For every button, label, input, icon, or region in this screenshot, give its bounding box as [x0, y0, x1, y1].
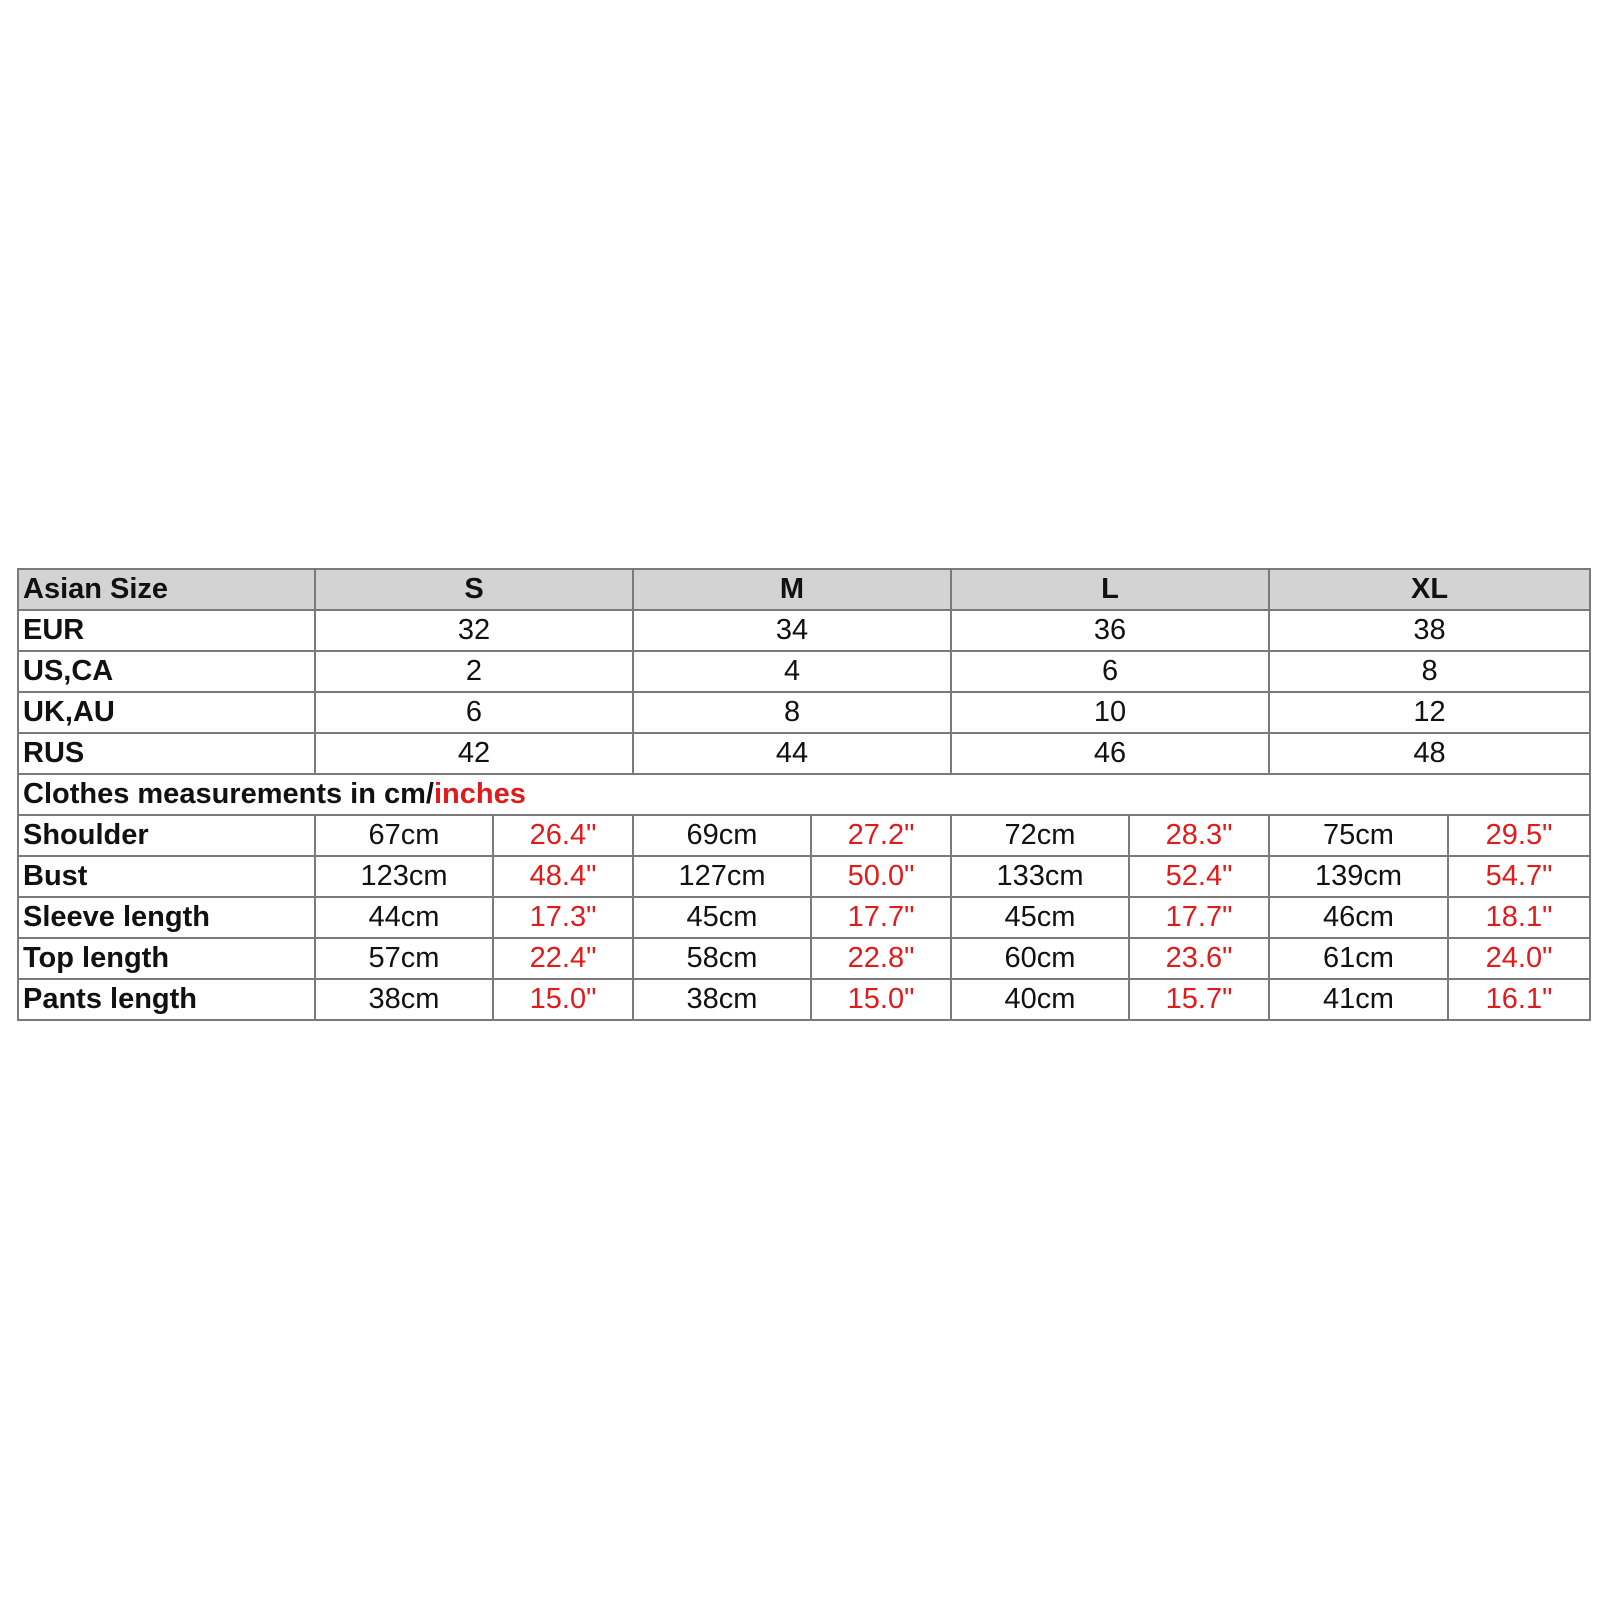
- size-s-header: S: [315, 569, 633, 610]
- cm-cell: 45cm: [951, 897, 1129, 938]
- row-label: UK,AU: [18, 692, 315, 733]
- measurement-row-shoulder: [18, 815, 1590, 856]
- table-cell: 6: [951, 651, 1269, 692]
- inch-cell: 22.4": [493, 938, 633, 979]
- size-l-header: L: [951, 569, 1269, 610]
- cm-cell: 45cm: [633, 897, 811, 938]
- inch-cell: 17.7": [811, 897, 951, 938]
- inch-cell: 16.1": [1448, 979, 1590, 1020]
- inch-cell: 17.3": [493, 897, 633, 938]
- header-label: Asian Size: [18, 569, 315, 610]
- inch-cell: 15.0": [811, 979, 951, 1020]
- inch-cell: 50.0": [811, 856, 951, 897]
- conversion-row-uk-au: [18, 692, 1590, 733]
- size-m-header: M: [633, 569, 951, 610]
- inch-cell: 24.0": [1448, 938, 1590, 979]
- conversion-row-eur: [18, 610, 1590, 651]
- header-row: [18, 569, 1590, 610]
- cm-cell: 46cm: [1269, 897, 1448, 938]
- section-heading: [18, 774, 1590, 815]
- section-row: [18, 774, 1590, 815]
- measurement-row-sleeve-length: [18, 897, 1590, 938]
- inch-cell: 22.8": [811, 938, 951, 979]
- cm-cell: 75cm: [1269, 815, 1448, 856]
- cm-cell: 127cm: [633, 856, 811, 897]
- measurement-row-top-length: [18, 938, 1590, 979]
- cm-cell: 123cm: [315, 856, 493, 897]
- table-cell: 48: [1269, 733, 1590, 774]
- row-label: EUR: [18, 610, 315, 651]
- table-cell: 8: [1269, 651, 1590, 692]
- cm-cell: 69cm: [633, 815, 811, 856]
- inch-cell: 23.6": [1129, 938, 1269, 979]
- cm-cell: 41cm: [1269, 979, 1448, 1020]
- cm-cell: 139cm: [1269, 856, 1448, 897]
- inch-cell: 28.3": [1129, 815, 1269, 856]
- inch-cell: 15.7": [1129, 979, 1269, 1020]
- conversion-row-rus: [18, 733, 1590, 774]
- table-cell: 6: [315, 692, 633, 733]
- inch-cell: 52.4": [1129, 856, 1269, 897]
- inch-cell: 29.5": [1448, 815, 1590, 856]
- cm-cell: 61cm: [1269, 938, 1448, 979]
- cm-cell: 60cm: [951, 938, 1129, 979]
- size-chart-table: [17, 568, 1591, 1021]
- cm-cell: 58cm: [633, 938, 811, 979]
- row-label: Pants length: [18, 979, 315, 1020]
- table-cell: 38: [1269, 610, 1590, 651]
- row-label: Shoulder: [18, 815, 315, 856]
- cm-cell: 40cm: [951, 979, 1129, 1020]
- inch-cell: 48.4": [493, 856, 633, 897]
- table-cell: 42: [315, 733, 633, 774]
- measurement-row-pants-length: [18, 979, 1590, 1020]
- table-cell: 36: [951, 610, 1269, 651]
- inch-cell: 26.4": [493, 815, 633, 856]
- cm-cell: 57cm: [315, 938, 493, 979]
- section-suffix: inches: [433, 778, 526, 810]
- inch-cell: 54.7": [1448, 856, 1590, 897]
- table-cell: 32: [315, 610, 633, 651]
- cm-cell: 72cm: [951, 815, 1129, 856]
- cm-cell: 67cm: [315, 815, 493, 856]
- inch-cell: 18.1": [1448, 897, 1590, 938]
- table-cell: 12: [1269, 692, 1590, 733]
- row-label: Sleeve length: [18, 897, 315, 938]
- inch-cell: 27.2": [811, 815, 951, 856]
- measurement-row-bust: [18, 856, 1590, 897]
- section-prefix: Clothes measurements in cm/: [23, 778, 434, 810]
- table-cell: 44: [633, 733, 951, 774]
- row-label: Top length: [18, 938, 315, 979]
- conversion-row-us-ca: [18, 651, 1590, 692]
- table-cell: 8: [633, 692, 951, 733]
- size-xl-header: XL: [1269, 569, 1590, 610]
- table-cell: 34: [633, 610, 951, 651]
- table-cell: 10: [951, 692, 1269, 733]
- table-cell: 46: [951, 733, 1269, 774]
- cm-cell: 44cm: [315, 897, 493, 938]
- cm-cell: 38cm: [315, 979, 493, 1020]
- table-cell: 2: [315, 651, 633, 692]
- inch-cell: 15.0": [493, 979, 633, 1020]
- cm-cell: 133cm: [951, 856, 1129, 897]
- row-label: US,CA: [18, 651, 315, 692]
- row-label: Bust: [18, 856, 315, 897]
- row-label: RUS: [18, 733, 315, 774]
- inch-cell: 17.7": [1129, 897, 1269, 938]
- cm-cell: 38cm: [633, 979, 811, 1020]
- table-cell: 4: [633, 651, 951, 692]
